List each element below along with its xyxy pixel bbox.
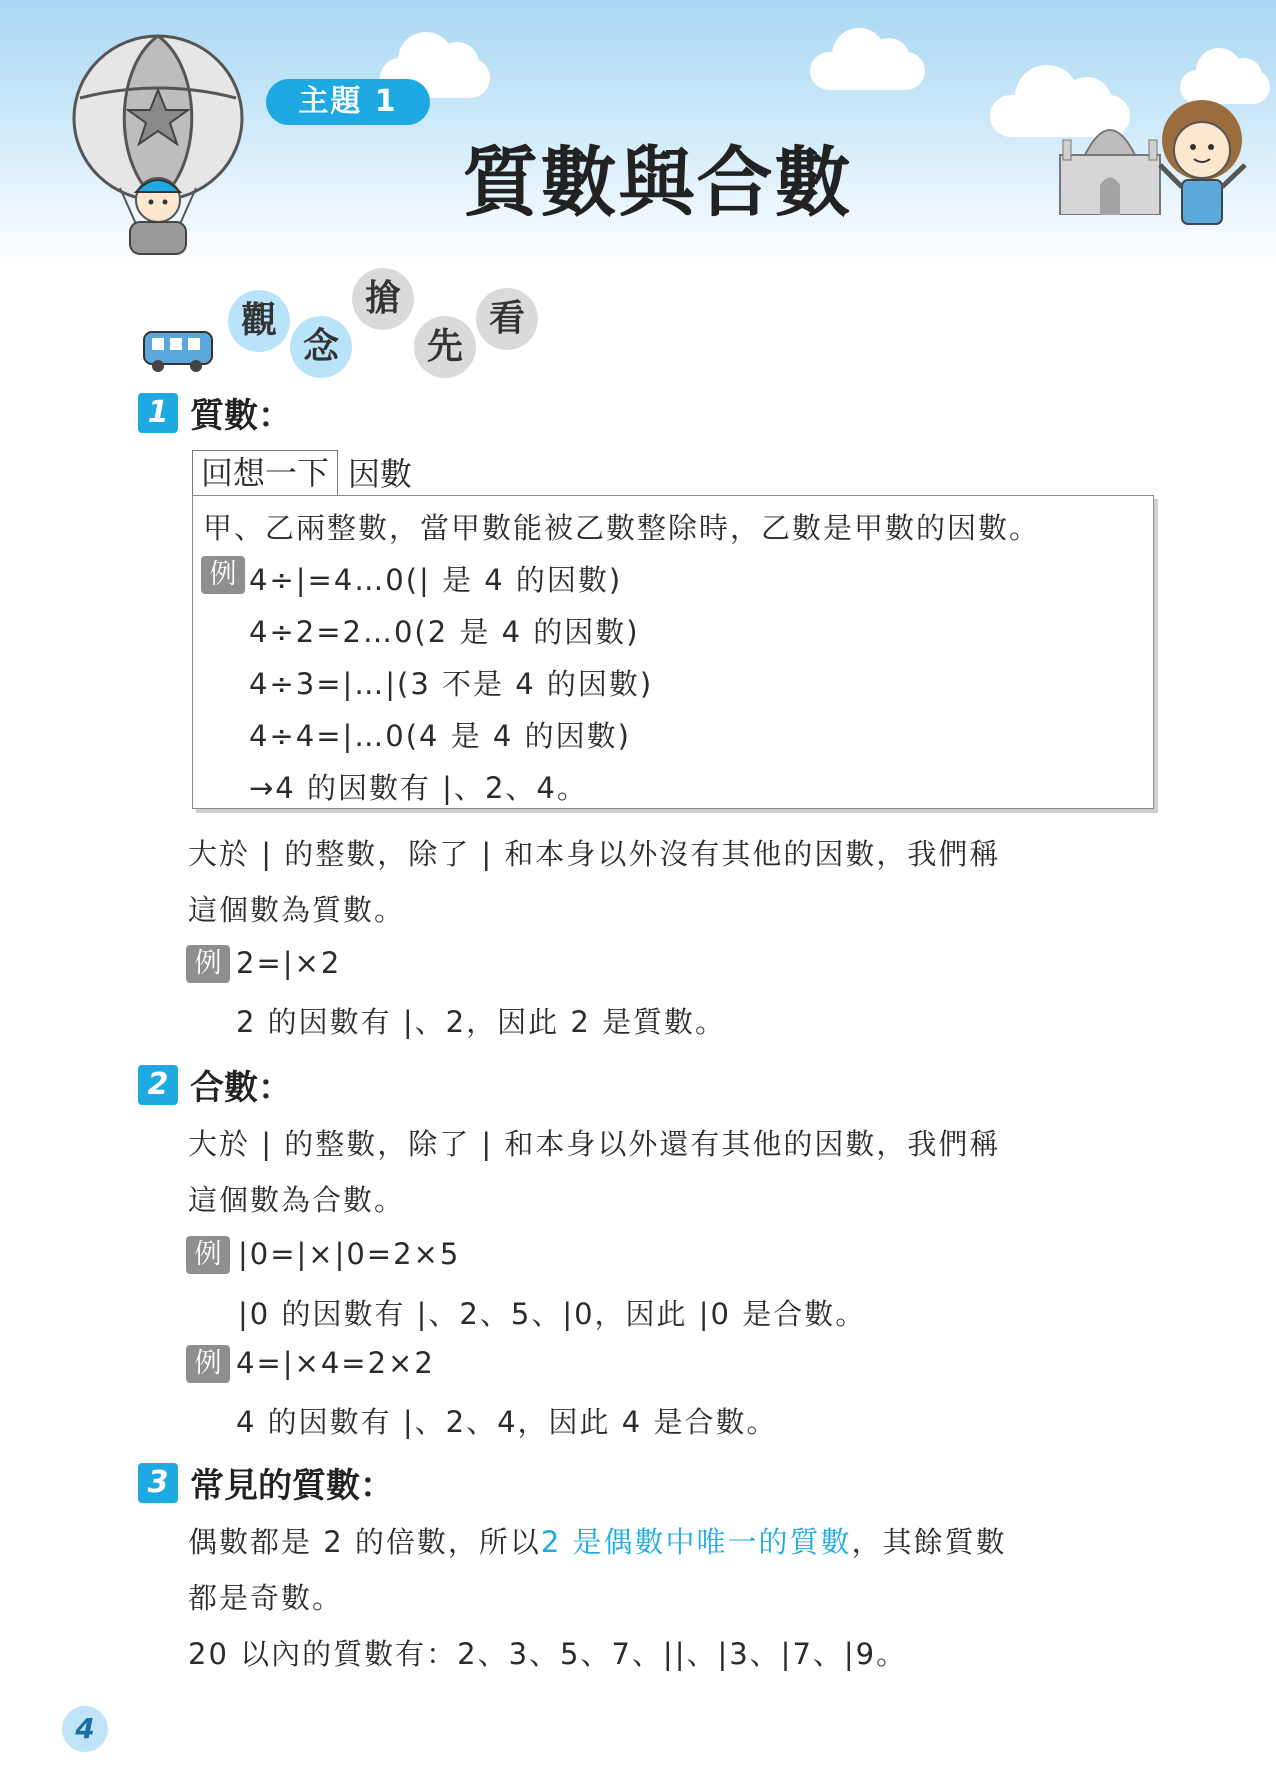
text-segment: ，其餘質數 xyxy=(851,1525,1007,1559)
section-number: 1 xyxy=(138,393,178,433)
example-badge: 例 xyxy=(186,945,230,983)
page-number: 4 xyxy=(62,1706,108,1752)
recall-line: 4÷3=|…|(3 不是 4 的因數) xyxy=(249,667,654,701)
example-badge: 例 xyxy=(186,1236,230,1274)
page-title: 質數與合數 xyxy=(462,138,853,227)
banner-char: 搶 xyxy=(352,268,414,330)
common-primes-line xyxy=(188,1520,1007,1561)
text-segment: 偶數都是 2 的倍數，所以 xyxy=(188,1525,541,1559)
example-badge: 例 xyxy=(201,556,245,594)
recall-tab: 回想一下 xyxy=(192,450,338,495)
recall-line: 4÷4=|…0(4 是 4 的因數) xyxy=(249,719,631,753)
section-2-heading xyxy=(138,1060,292,1109)
composite-definition: 這個數為合數。 xyxy=(188,1183,406,1217)
cloud-icon xyxy=(810,52,925,90)
section-title: 質數： xyxy=(190,396,292,436)
recall-line: →4 的因數有 |、2、4。 xyxy=(249,771,588,805)
header-sky-background xyxy=(0,0,1276,270)
example-note: 4 的因數有 |、2、4，因此 4 是合數。 xyxy=(236,1405,778,1439)
example-equation: |0=|×|0=2×5 xyxy=(238,1237,461,1271)
example-badge: 例 xyxy=(186,1345,230,1383)
recall-topic: 因數 xyxy=(348,455,413,493)
example-equation: 4=|×4=2×2 xyxy=(236,1346,435,1380)
common-primes-line: 都是奇數。 xyxy=(188,1581,344,1615)
section-number: 2 xyxy=(138,1065,178,1105)
palace-icon xyxy=(1055,100,1165,215)
example-note: 2 的因數有 |、2，因此 2 是質數。 xyxy=(236,1005,726,1039)
banner-char: 觀 xyxy=(228,290,290,352)
prime-definition: 這個數為質數。 xyxy=(188,893,406,927)
composite-definition: 大於 | 的整數，除了 | 和本身以外還有其他的因數，我們稱 xyxy=(188,1127,1001,1161)
highlight-text: 2 是偶數中唯一的質數 xyxy=(540,1525,852,1559)
prime-list: 20 以內的質數有：2、3、5、7、||、|3、|7、|9。 xyxy=(188,1637,908,1671)
banner-char: 先 xyxy=(414,316,476,378)
concept-banner xyxy=(140,262,600,382)
prime-definition: 大於 | 的整數，除了 | 和本身以外沒有其他的因數，我們稱 xyxy=(188,837,1001,871)
section-3-heading xyxy=(138,1458,394,1507)
example-equation: 2=|×2 xyxy=(236,946,342,980)
banner-char: 看 xyxy=(476,288,538,350)
recall-definition: 甲、乙兩整數，當甲數能被乙數整除時，乙數是甲數的因數。 xyxy=(203,511,1041,545)
recall-line: 4÷2=2…0(2 是 4 的因數) xyxy=(249,615,640,649)
section-title: 常見的質數： xyxy=(190,1466,394,1506)
section-number: 3 xyxy=(138,1463,178,1503)
section-title: 合數： xyxy=(190,1068,292,1108)
theme-tag: 主題 1 xyxy=(266,79,430,125)
banner-char: 念 xyxy=(290,316,352,378)
recall-line: 4÷|=4…0(| 是 4 的因數) xyxy=(249,563,623,597)
recall-box xyxy=(192,495,1154,809)
recall-header xyxy=(192,449,412,495)
boy-character-icon xyxy=(1150,95,1255,235)
section-1-heading xyxy=(138,388,292,437)
example-note: |0 的因數有 |、2、5、|0，因此 |0 是合數。 xyxy=(238,1297,867,1331)
